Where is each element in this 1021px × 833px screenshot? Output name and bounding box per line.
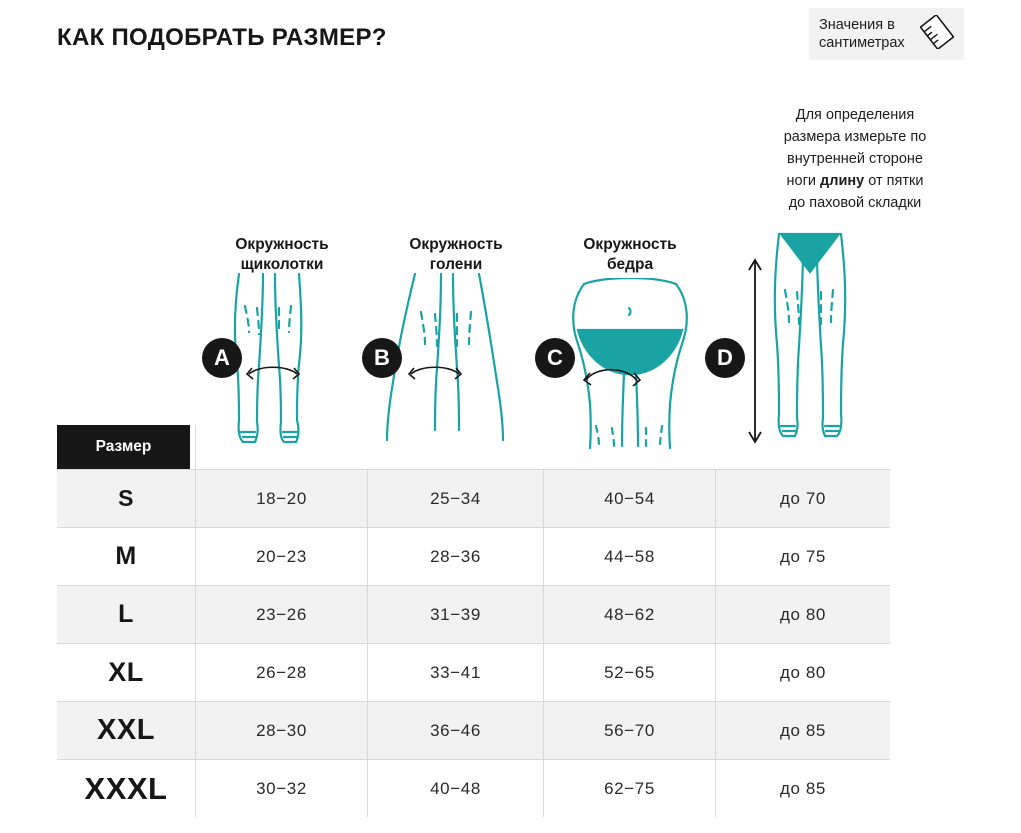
table-row xyxy=(57,643,890,701)
cell-length: до 80 xyxy=(715,586,890,643)
column-header-thigh-line2: бедра xyxy=(606,256,654,274)
cell-length: до 85 xyxy=(715,702,890,759)
calf-measure-arrow-icon xyxy=(405,358,467,386)
cell-thigh: 48−62 xyxy=(543,586,715,643)
units-badge-label: Значения в сантиметрах xyxy=(819,16,905,51)
cell-ankle: 18−20 xyxy=(195,470,367,527)
badge-c: C xyxy=(535,338,575,378)
badge-b: B xyxy=(362,338,402,378)
thigh-measure-arrow-icon xyxy=(578,358,650,392)
cell-ankle: 30−32 xyxy=(195,760,367,817)
column-header-ankle-line1: Окружность xyxy=(235,236,329,253)
cell-length: до 70 xyxy=(715,470,890,527)
cell-length: до 80 xyxy=(715,644,890,701)
cell-size: L xyxy=(118,600,134,628)
size-table-rows xyxy=(57,469,890,817)
cell-ankle: 23−26 xyxy=(195,586,367,643)
cell-thigh: 62−75 xyxy=(543,760,715,817)
ruler-icon xyxy=(920,15,954,54)
cell-size: M xyxy=(115,542,137,570)
note-line-3: внутренней стороне xyxy=(787,151,923,168)
cell-size: XL xyxy=(108,657,144,687)
column-header-ankle xyxy=(196,235,368,275)
cell-ankle: 20−23 xyxy=(195,528,367,585)
cell-calf: 40−48 xyxy=(367,760,543,817)
note-line-1: Для определения xyxy=(795,107,915,123)
cell-ankle: 26−28 xyxy=(195,644,367,701)
table-row xyxy=(57,527,890,585)
cell-thigh: 44−58 xyxy=(543,528,715,585)
ankle-measure-arrow-icon xyxy=(243,358,305,386)
leg-length-icon xyxy=(745,228,875,457)
cell-size: XXXL xyxy=(84,770,168,806)
table-row xyxy=(57,701,890,759)
badge-a: A xyxy=(202,338,242,378)
column-header-calf-line2: голени xyxy=(429,256,483,274)
column-header-calf-line1: Окружность xyxy=(409,236,503,253)
column-header-thigh-line1: Окружность xyxy=(583,236,677,253)
units-badge xyxy=(809,8,964,60)
cell-calf: 31−39 xyxy=(367,586,543,643)
table-row xyxy=(57,585,890,643)
column-header-ankle-line2: щиколотки xyxy=(240,256,324,274)
note-line-2: размера измерьте по xyxy=(783,129,927,146)
cell-calf: 36−46 xyxy=(367,702,543,759)
table-row xyxy=(57,759,890,817)
measure-note xyxy=(746,104,964,214)
page-title: КАК ПОДОБРАТЬ РАЗМЕР? xyxy=(57,24,387,51)
cell-length: до 85 xyxy=(715,760,890,817)
cell-calf: 28−36 xyxy=(367,528,543,585)
cell-size: S xyxy=(118,485,134,511)
cell-calf: 33−41 xyxy=(367,644,543,701)
cell-size: XXL xyxy=(97,714,155,746)
note-line-4-suffix: от пятки xyxy=(864,173,924,190)
cell-ankle: 28−30 xyxy=(195,702,367,759)
cell-calf: 25−34 xyxy=(367,470,543,527)
table-row xyxy=(57,469,890,527)
note-line-5: до паховой складки xyxy=(788,195,922,212)
table-divider xyxy=(195,425,196,469)
column-header-calf xyxy=(368,235,544,275)
column-header-thigh xyxy=(544,235,716,275)
note-line-4-prefix: ноги xyxy=(786,173,821,190)
size-column-header: Размер xyxy=(57,425,190,469)
cell-thigh: 56−70 xyxy=(543,702,715,759)
cell-thigh: 40−54 xyxy=(543,470,715,527)
cell-length: до 75 xyxy=(715,528,890,585)
note-line-4-bold: длину xyxy=(820,173,865,190)
cell-thigh: 52−65 xyxy=(543,644,715,701)
badge-d: D xyxy=(705,338,745,378)
